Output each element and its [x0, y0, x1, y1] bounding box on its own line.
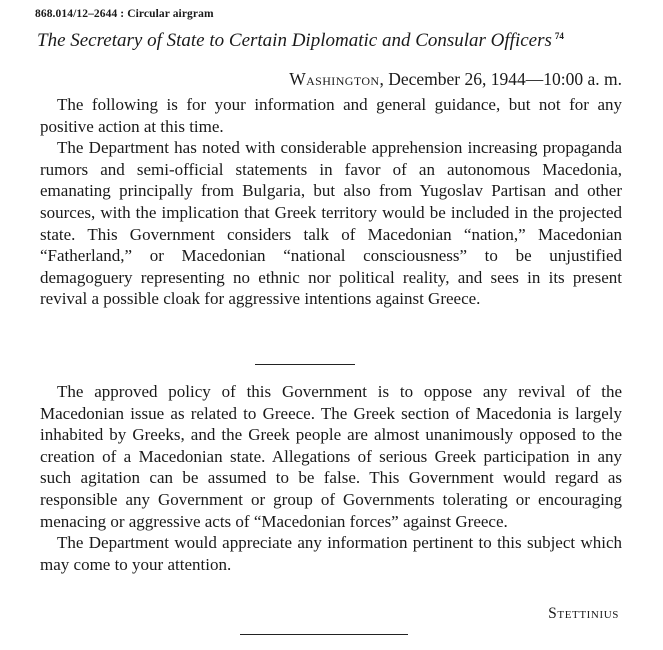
dateline-place: Washington	[289, 69, 380, 89]
body-section-1	[40, 94, 622, 310]
section-divider	[255, 364, 355, 365]
paragraph: The approved policy of this Government is to oppose any revival of the Macedonian issue as related to Greece. The Greek section of Macedonia is largely inhabited by Greeks, and the Greek people are almost unanimously opposed to the creation of a Macedonian state. Allegations of serious Greek participation in any such agitation can be assumed to be false. This Government would regard as responsible any Government or group of Governments tolerating or encouraging menacing or aggressive acts of “Macedonian forces” against Greece.	[40, 382, 622, 531]
dateline-date-time: , December 26, 1944—10:00 a. m.	[379, 69, 622, 89]
end-rule	[240, 634, 408, 635]
paragraph: The Department would appreciate any information pertinent to this subject which may come to your attention.	[40, 533, 622, 574]
dateline	[289, 69, 622, 90]
body-section-2	[40, 381, 622, 575]
document-title	[37, 30, 637, 52]
footnote-marker: 74	[554, 31, 564, 41]
paragraph: The Department has noted with considerable apprehension increasing propaganda rumors and semi-official statements in favor of an autonomous Macedonia, emanating principally from Bulgaria, but also from Yugoslav Partisan and other sources, with the implication that Greek territory would be included in the projected state. This Government considers talk of Macedonian “nation,” Macedonian “Fatherland,” or Macedonian “national consciousness” to be unjustified demagoguery representing no ethnic nor political reality, and sees in its present revival a possible cloak for aggressive intentions against Greece.	[40, 138, 622, 309]
file-reference: 868.014/12–2644 : Circular airgram	[35, 8, 214, 20]
document-title-text: The Secretary of State to Certain Diplomatic and Consular Officers	[37, 30, 552, 51]
paragraph: The following is for your information and general guidance, but not for any positive action at this time.	[40, 95, 622, 136]
signature: Stettinius	[548, 605, 619, 622]
